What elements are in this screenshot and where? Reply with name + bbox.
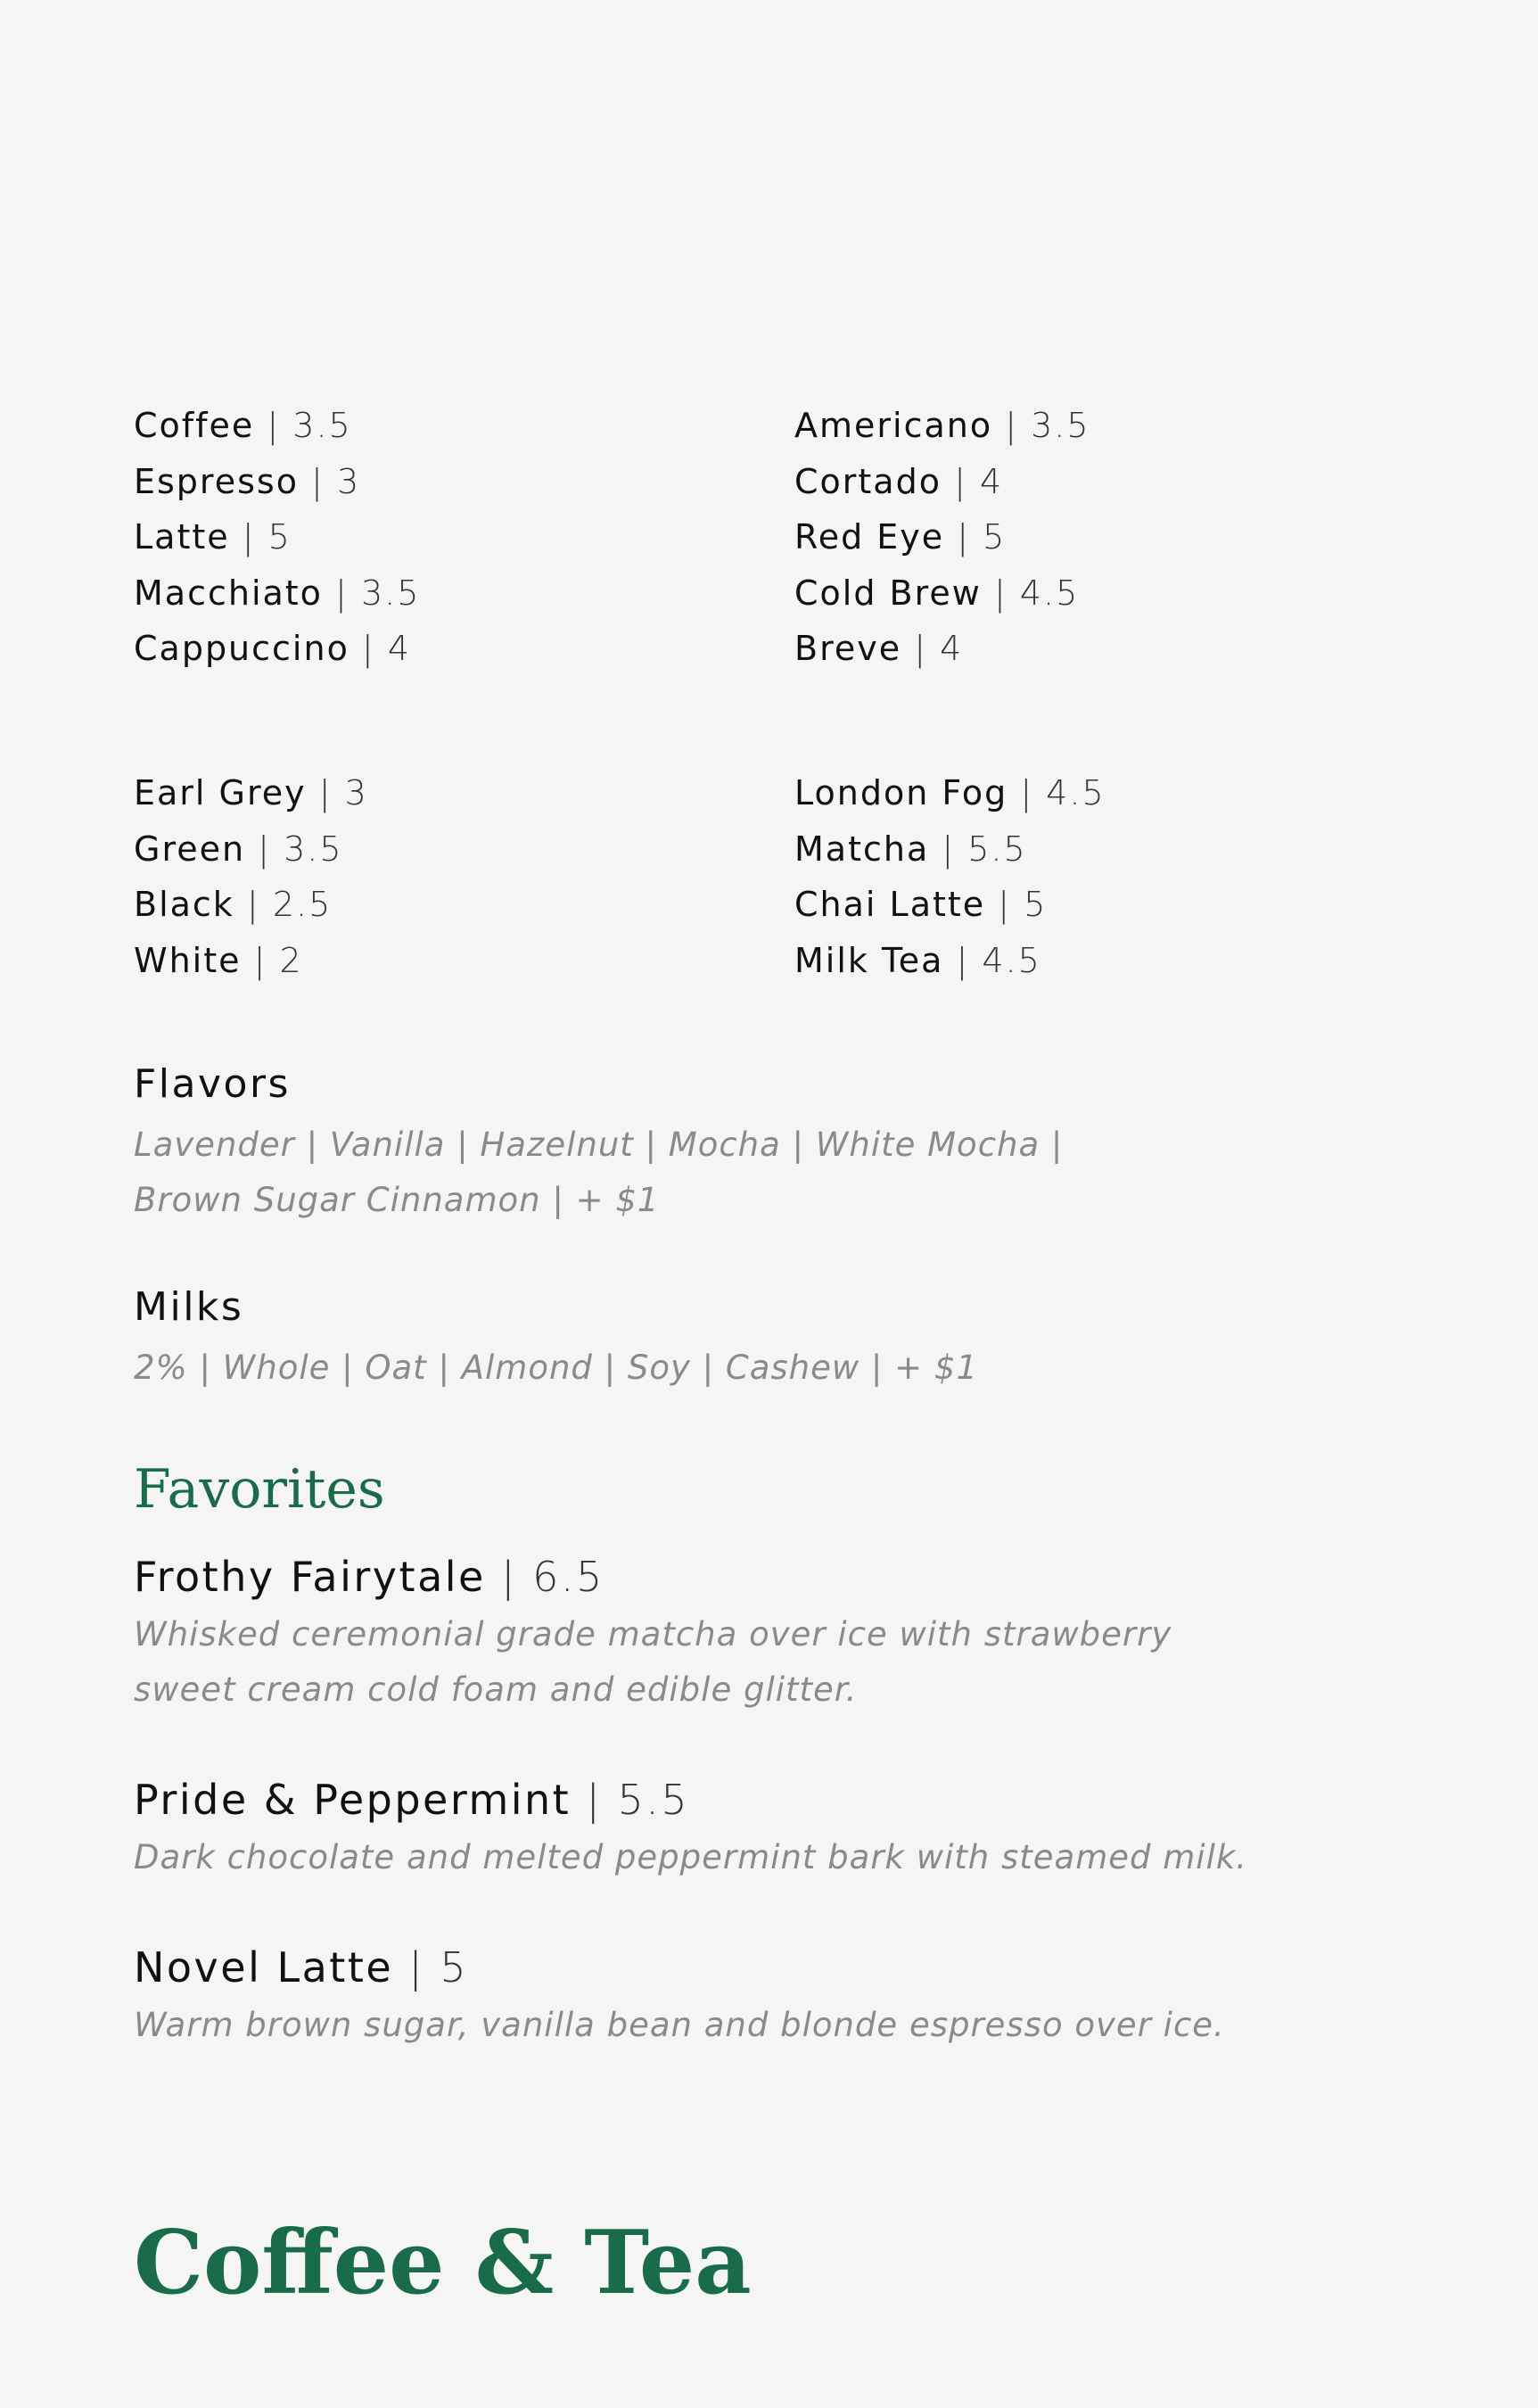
- menu-item: [794, 621, 1090, 677]
- separator: |: [954, 461, 967, 501]
- favorite-description: Warm brown sugar, vanilla bean and blonde espresso over ice.: [134, 2006, 1225, 2044]
- menu-item: [134, 621, 420, 677]
- favorite-name-line: [134, 1776, 690, 1824]
- menu-item: [794, 454, 1090, 510]
- separator: |: [408, 1943, 425, 1992]
- item-price: 5: [983, 517, 1007, 557]
- item-name: Milk Tea: [794, 940, 944, 980]
- item-price: 5.5: [967, 829, 1027, 869]
- item-name: Espresso: [134, 461, 299, 501]
- menu-item: [134, 454, 420, 510]
- favorite-description: Dark chocolate and melted peppermint bark with steamed milk.: [134, 1838, 1248, 1876]
- menu-item: [794, 565, 1090, 622]
- separator: |: [258, 829, 271, 869]
- item-price: 5: [267, 517, 292, 557]
- item-name: Earl Grey: [134, 773, 307, 812]
- menu-item: [794, 821, 1106, 878]
- menu-item: [134, 877, 368, 933]
- item-price: 3.5: [360, 573, 421, 613]
- item-name: Macchiato: [134, 573, 323, 613]
- item-price: 3.5: [1031, 406, 1090, 445]
- separator: |: [242, 517, 256, 557]
- separator: |: [586, 1776, 603, 1824]
- item-price: 4: [387, 629, 412, 668]
- milks-section: [134, 1284, 244, 1330]
- item-price: 2: [279, 940, 303, 980]
- tea-list-left: [134, 765, 368, 988]
- favorite-item: [134, 1943, 469, 1992]
- tea-list-right: [794, 765, 1106, 988]
- flavors-line: Brown Sugar Cinnamon | + $1: [134, 1181, 660, 1219]
- item-name: Frothy Fairytale: [134, 1553, 486, 1601]
- menu-item: [794, 877, 1106, 933]
- separator: |: [246, 885, 260, 924]
- item-name: Cortado: [794, 461, 942, 501]
- flavors-section: [134, 1061, 291, 1107]
- milks-line: 2% | Whole | Oat | Almond | Soy | Cashew | + $1: [134, 1348, 978, 1387]
- item-name: Green: [134, 829, 246, 869]
- flavors-heading: Flavors: [134, 1061, 291, 1107]
- menu-item: [134, 398, 420, 454]
- item-name: White: [134, 940, 242, 980]
- item-name: Chai Latte: [794, 885, 986, 924]
- separator: |: [998, 885, 1012, 924]
- item-price: 3.5: [284, 829, 343, 869]
- milks-heading: Milks: [134, 1284, 244, 1330]
- flavors-line: Lavender | Vanilla | Hazelnut | Mocha | White Mocha |: [134, 1126, 1064, 1164]
- item-name: Americano: [794, 406, 993, 445]
- separator: |: [956, 940, 970, 980]
- item-name: Novel Latte: [134, 1943, 394, 1992]
- item-name: Latte: [134, 517, 230, 557]
- separator: |: [957, 517, 971, 557]
- favorite-name-line: [134, 1553, 605, 1601]
- coffee-list-right: [794, 398, 1090, 677]
- item-price: 3.5: [292, 406, 352, 445]
- favorite-description: Whisked ceremonial grade matcha over ice with strawberry: [134, 1615, 1172, 1653]
- flavors-options: [134, 1117, 1063, 1228]
- menu-item: [794, 509, 1090, 565]
- menu-item: [134, 933, 368, 989]
- favorite-description: sweet cream cold foam and edible glitter.: [134, 1670, 858, 1709]
- item-price: 3: [344, 773, 368, 812]
- separator: |: [267, 406, 281, 445]
- item-name: Coffee: [134, 406, 255, 445]
- item-name: London Fog: [794, 773, 1008, 812]
- menu-item: [794, 398, 1090, 454]
- favorites-heading-block: [134, 1458, 385, 1521]
- favorite-desc: [134, 1830, 1247, 1885]
- menu-item: [794, 765, 1106, 821]
- separator: |: [311, 461, 325, 501]
- favorite-item: [134, 1553, 605, 1601]
- menu-item: [134, 765, 368, 821]
- menu-item: [134, 565, 420, 622]
- milks-options: [134, 1340, 978, 1396]
- menu-item: [794, 933, 1106, 989]
- separator: |: [318, 773, 333, 812]
- separator: |: [1020, 773, 1034, 812]
- separator: |: [253, 940, 267, 980]
- item-price: 4.5: [982, 940, 1041, 980]
- item-price: 4: [979, 461, 1004, 501]
- separator: |: [500, 1553, 517, 1601]
- item-price: 3: [336, 461, 361, 501]
- separator: |: [942, 829, 956, 869]
- separator: |: [993, 573, 1008, 613]
- separator: |: [914, 629, 928, 668]
- item-name: Cold Brew: [794, 573, 982, 613]
- favorite-desc: [134, 1998, 1225, 2053]
- item-price: 4: [940, 629, 964, 668]
- item-price: 4.5: [1019, 573, 1080, 613]
- item-name: Red Eye: [794, 517, 945, 557]
- favorite-name-line: [134, 1943, 469, 1992]
- menu-item: [134, 509, 420, 565]
- favorite-item: [134, 1776, 690, 1824]
- page-title: Coffee & Tea: [134, 2212, 752, 2314]
- item-name: Pride & Peppermint: [134, 1776, 572, 1824]
- separator: |: [361, 629, 375, 668]
- item-name: Cappuccino: [134, 629, 350, 668]
- item-price: 2.5: [272, 885, 333, 924]
- page-title-block: [134, 2212, 752, 2314]
- item-name: Breve: [794, 629, 902, 668]
- item-price: 5.5: [617, 1776, 690, 1824]
- favorites-heading: Favorites: [134, 1458, 385, 1521]
- separator: |: [1005, 406, 1018, 445]
- coffee-list-left: [134, 398, 420, 677]
- item-name: Black: [134, 885, 234, 924]
- favorite-desc: [134, 1607, 1172, 1718]
- item-price: 5: [1024, 885, 1048, 924]
- menu-item: [134, 821, 368, 878]
- item-name: Matcha: [794, 829, 930, 869]
- item-price: 6.5: [532, 1553, 605, 1601]
- item-price: 5: [440, 1943, 469, 1992]
- item-price: 4.5: [1046, 773, 1106, 812]
- separator: |: [335, 573, 349, 613]
